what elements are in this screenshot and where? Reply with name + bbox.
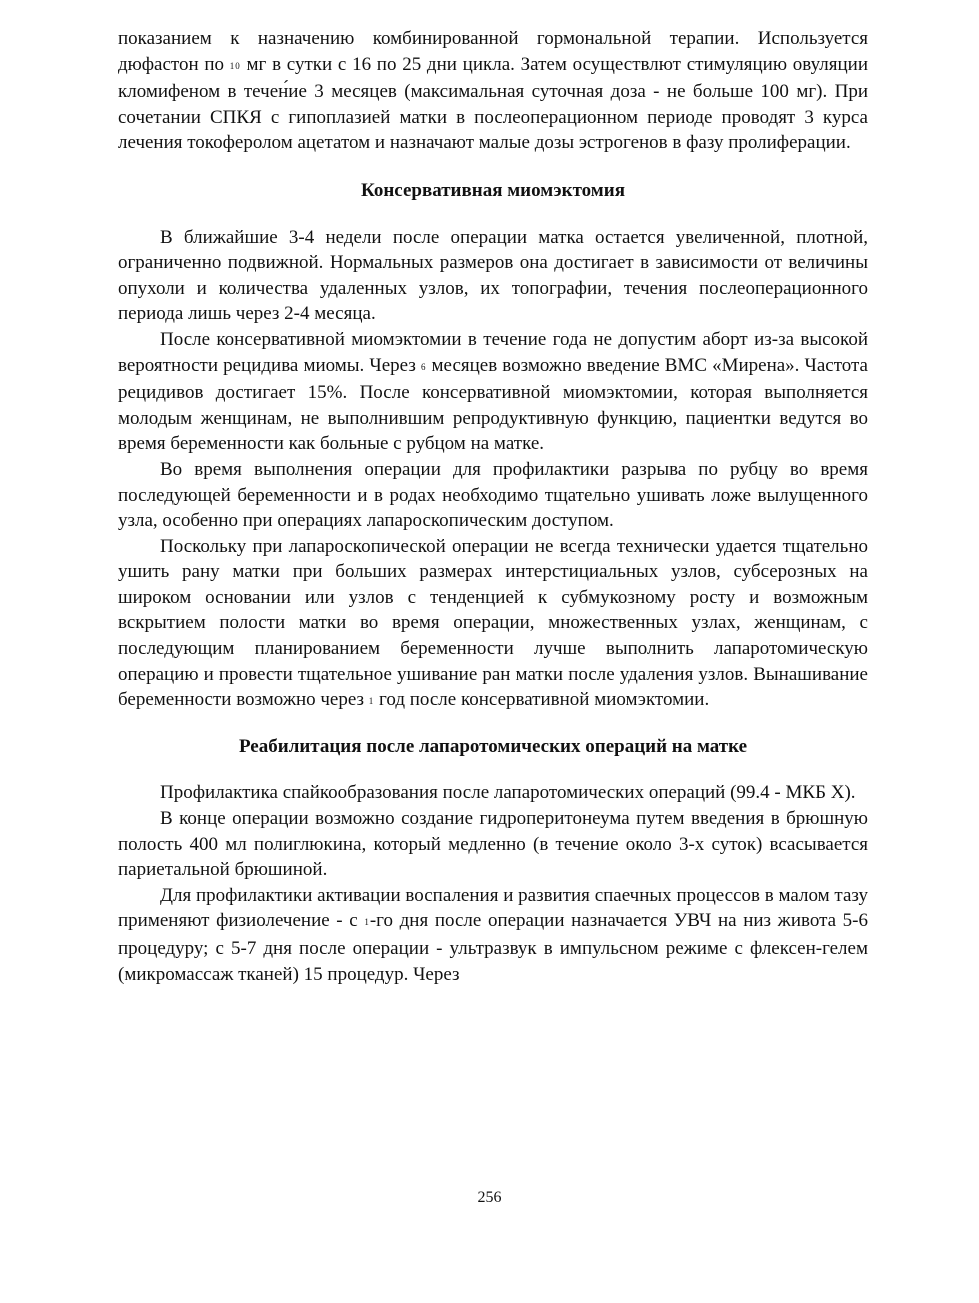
rehab-p3-text-b: -го дня после операции назначается УВЧ на низ живота 5-6 процедуру; с 5-7 дня после операции - ультразвук в импульсном режиме с флексен-гелем (микромассаж тканей) 15 процедур. Через xyxy=(118,910,868,985)
intro-dose-small: 10 xyxy=(229,60,241,71)
myomectomy-p2-months-small: 6 xyxy=(420,361,427,372)
spacer xyxy=(118,759,868,780)
myomectomy-paragraph-4 xyxy=(118,534,868,715)
myomectomy-p4-text-a: Поскольку при лапароскопической операции не всегда технически удается тщательно ушить рану матки при больших размерах интерстициальных узлов, субсерозных на широком основании или узлов с тенденцией к субмукозному росту и возможным вскрытием полости матки во время операции, множественных узлах, женщинам, с последующим планированием беременности лучше выполнить лапаротомическую операцию и провести тщательное ушивание ран матки после удаления узлов. Вынашивание беременности возможно через xyxy=(118,535,868,711)
rehab-paragraph-2: В конце операции возможно создание гидроперитонеума путем введения в брюшную полость 400 мл полиглюкина, который медленно (в течение около 3-х суток) всасывается париетальной брюшиной. xyxy=(118,808,868,881)
intro-paragraph xyxy=(118,26,868,156)
rehab-p3-day-small: 1 xyxy=(364,917,370,928)
rehab-paragraph-3 xyxy=(118,883,868,987)
document-page xyxy=(118,26,868,987)
page-number: 256 xyxy=(477,1189,502,1206)
spacer xyxy=(118,204,868,225)
myomectomy-paragraph-2 xyxy=(118,327,868,457)
myomectomy-p4-text-b: год после консервативной миомэктомии. xyxy=(374,689,710,711)
section-heading-rehabilitation: Реабилитация после лапаротомических операций на матке xyxy=(238,735,748,757)
spacer xyxy=(118,715,868,734)
myomectomy-p4-year-small: 1 xyxy=(368,696,375,707)
section-heading-myomectomy: Консервативная миомэктомия xyxy=(361,179,625,201)
spacer xyxy=(118,156,868,178)
intro-text-b: мг в сутки с 16 по 25 дни цикла. Затем осуществлют стимуляцию овуляции кломифеном в течен́ие 3 месяцев (максимальная суточная доза - не больше 100 мг). При сочетании СПКЯ с гипоплазией матки в послеоперационном периоде проводят 3 курса лечения токоферолом ацетатом и назначают малые дозы эстрогенов в фазу пролиферации. xyxy=(118,53,868,154)
myomectomy-p2-text-b: месяцев возможно введение ВМС «Мирена». Частота рецидивов достигает 15%. После консервативной миомэктомии, которая выполняется молодым женщинам, не выполнившим репродуктивную функцию, пациентки ведутся во время беременности как больные с рубцом на матке. xyxy=(118,354,868,455)
intro-text-a: показанием к назначению комбинированной гормональной терапии. Используется дюфастон по xyxy=(118,28,868,75)
rehab-p3-text-a: Для профилактики активации воспаления и развития спаечных процессов в малом тазу применяют физиолечение - с xyxy=(118,884,868,932)
myomectomy-paragraph-1: В ближайшие 3-4 недели после операции матка остается увеличенной, плотной, ограниченно подвижной. Нормальных размеров она достигает в зависимости от величины опухоли и количества удаленных узлов, их топографии, течения послеоперационного периода лишь через 2-4 месяца. xyxy=(118,226,868,325)
myomectomy-p2-text-a: После консервативной миомэктомии в течение года не допустим аборт из-за высокой вероятности рецидива миомы. Через xyxy=(118,328,868,376)
rehab-paragraph-1: Профилактика спайкообразования после лапаротомических операций (99.4 - МКБ X). xyxy=(160,782,856,804)
myomectomy-paragraph-3: Во время выполнения операции для профилактики разрыва по рубцу во время последующей беременности и в родах необходимо тщательно ушивать ложе вылущенного узла, особенно при операциях лапароскопическим доступом. xyxy=(118,458,868,532)
